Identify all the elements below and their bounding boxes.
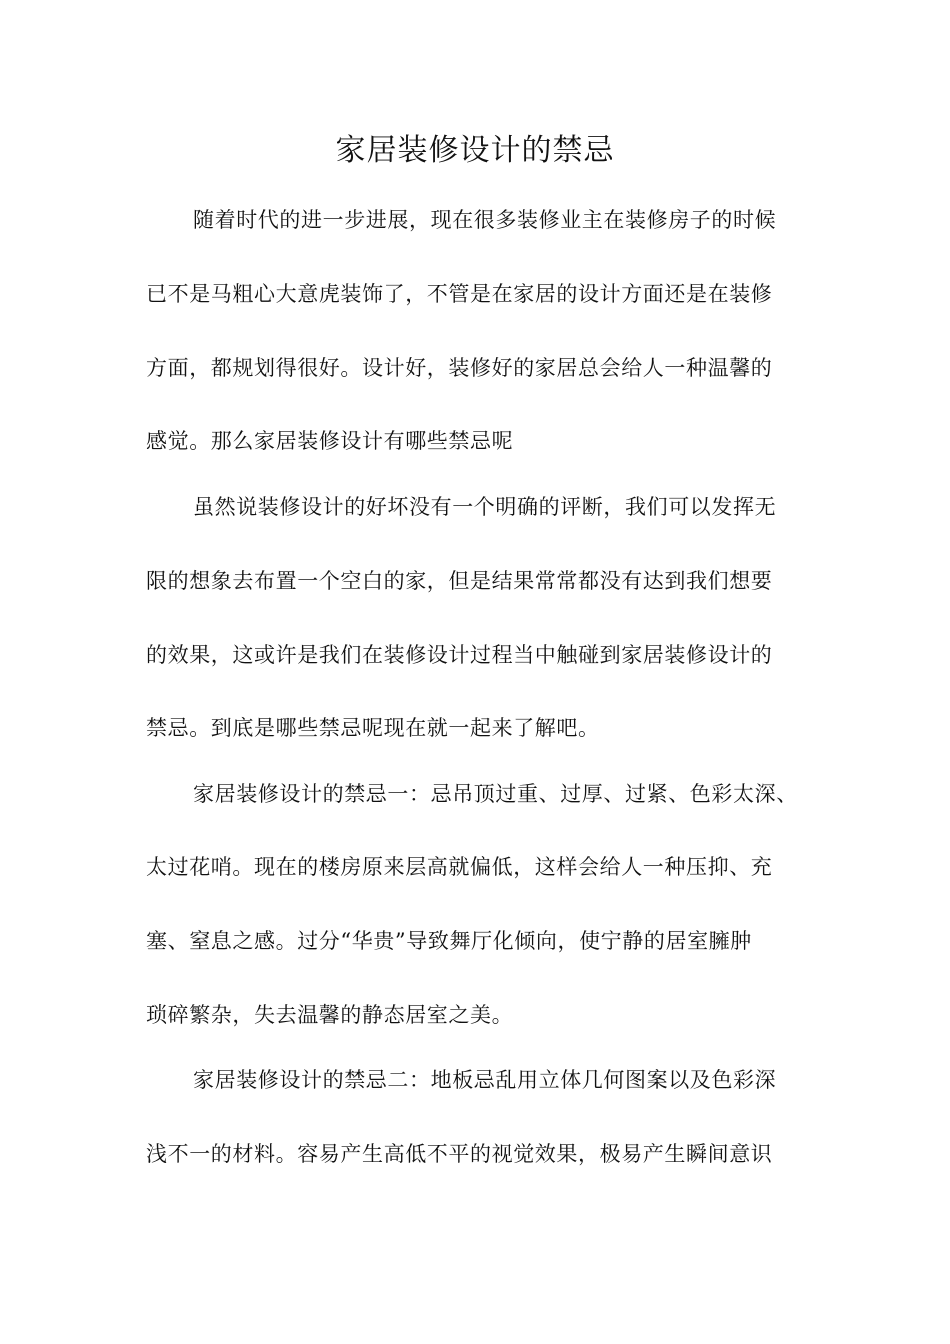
paragraph-1-line-2: 已不是马粗心大意虎装饰了，不管是在家居的设计方面还是在装修 — [146, 282, 773, 306]
paragraph-1-line-3: 方面，都规划得很好。设计好，装修好的家居总会给人一种温馨的 — [146, 356, 773, 380]
paragraph-4-line-2: 浅不一的材料。容易产生高低不平的视觉效果，极易产生瞬间意识 — [146, 1142, 773, 1166]
document-title: 家居装修设计的禁忌 — [335, 133, 615, 168]
paragraph-4-line-1: 家居装修设计的禁忌二：地板忌乱用立体几何图案以及色彩深 — [193, 1068, 777, 1092]
paragraph-3-line-1: 家居装修设计的禁忌一：忌吊顶过重、过厚、过紧、色彩太深、 — [193, 782, 798, 806]
paragraph-1-line-4: 感觉。那么家居装修设计有哪些禁忌呢 — [146, 429, 514, 453]
paragraph-2-line-1: 虽然说装修设计的好坏没有一个明确的评断，我们可以发挥无 — [193, 495, 777, 519]
paragraph-1-line-1: 随着时代的进一步进展，现在很多装修业主在装修房子的时候 — [193, 208, 777, 232]
paragraph-2-line-3: 的效果，这或许是我们在装修设计过程当中触碰到家居装修设计的 — [146, 643, 773, 667]
paragraph-2-line-2: 限的想象去布置一个空白的家，但是结果常常都没有达到我们想要 — [146, 569, 773, 593]
paragraph-3-line-3: 塞、窒息之感。过分“华贵”导致舞厅化倾向，使宁静的居室臃肿 — [146, 929, 752, 953]
paragraph-3-line-2: 太过花哨。现在的楼房原来层高就偏低，这样会给人一种压抑、充 — [146, 855, 773, 879]
paragraph-2-line-4: 禁忌。到底是哪些禁忌呢现在就一起来了解吧。 — [146, 716, 600, 740]
paragraph-3-line-4: 琐碎繁杂，失去温馨的静态居室之美。 — [146, 1003, 514, 1027]
